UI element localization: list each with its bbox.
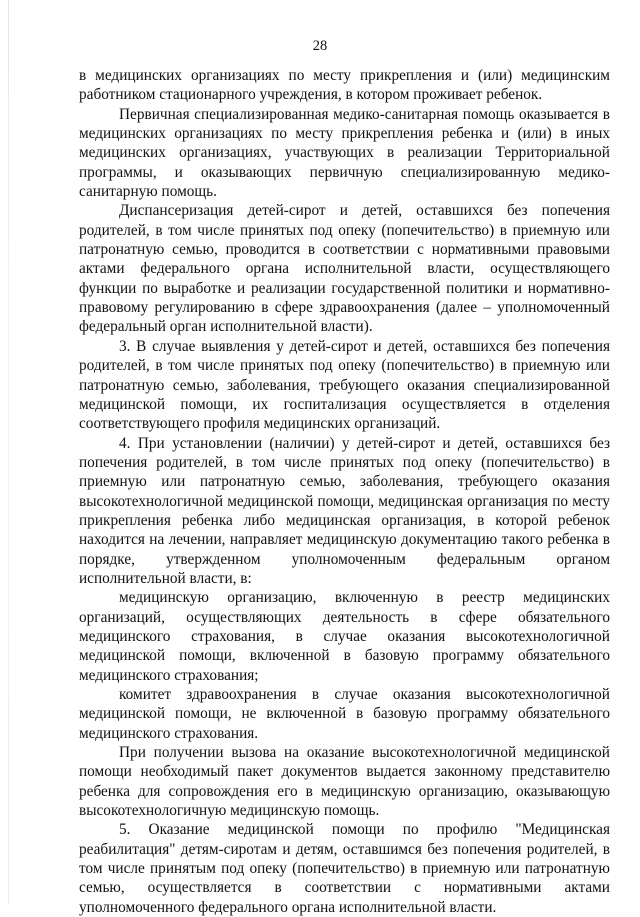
scan-edge-line [8,0,9,905]
paragraph-dispensarization: Диспансеризация детей-сирот и детей, оставшихся без попечения родителей, в том числе принятых под опеку (попечительство) в приемную или патронатную семью, проводится в соответствии с нормативными правовыми актами федерального органа исполнительной власти, осуществляющего функции по выработке и реализации государственной политики и нормативно-правовому регулированию в сфере здравоохранения (далее – уполномоченный федеральный орган исполнительной власти). [79,202,610,336]
paragraph-item-5: 5. Оказание медицинской помощи по профилю "Медицинская реабилитация" детям-сиротам и детям, оставшимся без попечения родителей, в том числе принятым под опеку (попечительство) в приемную или патронатную семью, осуществляется в соответствии с нормативными актами уполномоченного федерального органа исполнительной власти. [79,821,610,916]
paragraph-primary-specialized-care: Первичная специализированная медико-санитарная помощь оказывается в медицинских организациях по месту прикрепления ребенка и (или) в иных медицинских организациях, участвующих в реализации Территориальной программы, и оказывающих первичную специализированную медико-санитарную помощь. [79,105,610,201]
page-number: 28 [312,38,328,54]
document-body [79,66,610,917]
paragraph-list-medical-organization: медицинскую организацию, включенную в реестр медицинских организаций, осуществляющих деятельность в сфере обязательного медицинского страхования, в случае оказания высокотехнологичной медицинской помощи, включенной в базовую программу обязательного медицинского страхования; [79,589,610,684]
paragraph-list-health-committee: комитет здравоохранения в случае оказания высокотехнологичной медицинской помощи, не включенной в базовую программу обязательного медицинского страхования. [79,686,610,742]
paragraph-continuation: в медицинских организациях по месту прикрепления и (или) медицинским работником стационарного учреждения, в котором проживает ребенок. [79,67,610,104]
paragraph-item-4: 4. При установлении (наличии) у детей-сирот и детей, оставшихся без попечения родителей, в том числе принятых под опеку (попечительство) в приемную или патронатную семью, заболевания, требующего оказания высокотехнологичной медицинской помощи, медицинская организация по месту прикрепления ребенка либо медицинская организация, в которой ребенок находится на лечении, направляет медицинскую документацию такого ребенка в порядке, утвержденном уполномоченным федеральным органом исполнительной власти, в: [79,434,610,587]
paragraph-referral-documents: При получении вызова на оказание высокотехнологичной медицинской помощи необходимый пакет документов выдается законному представителю ребенка для сопровождения его в медицинскую организацию, оказывающую высокотехнологичную медицинскую помощь. [79,744,610,820]
paragraph-item-3: 3. В случае выявления у детей-сирот и детей, оставшихся без попечения родителей, в том числе принятых под опеку (попечительство) в приемную или патронатную семью, заболевания, требующего оказания специализированной медицинской помощи, их госпитализация осуществляется в отделения соответствующего профиля медицинских организаций. [79,337,610,433]
